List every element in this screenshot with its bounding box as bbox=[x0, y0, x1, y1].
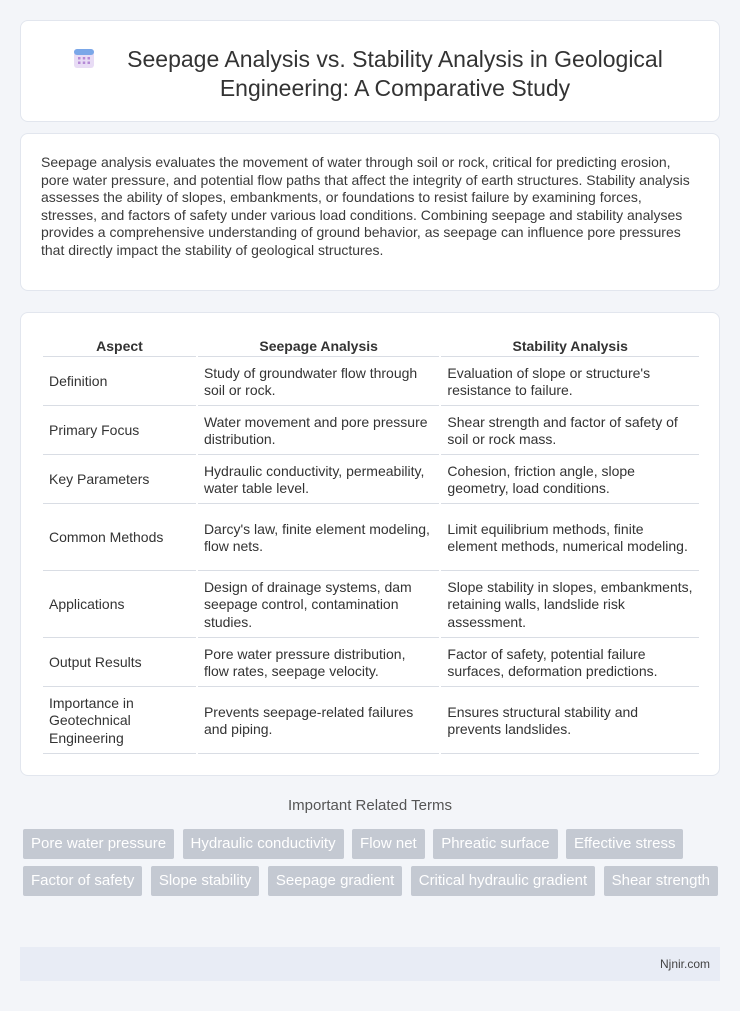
seepage-cell: Prevents seepage-related failures and piping. bbox=[198, 689, 439, 754]
seepage-cell: Water movement and pore pressure distribution. bbox=[198, 408, 439, 455]
term-tag[interactable]: Flow net bbox=[352, 829, 425, 859]
aspect-cell: Key Parameters bbox=[43, 457, 196, 504]
table-row bbox=[43, 573, 699, 638]
footer bbox=[20, 947, 720, 981]
term-tag[interactable]: Seepage gradient bbox=[268, 866, 402, 896]
page-title: Seepage Analysis vs. Stability Analysis in Geological Engineering: A Comparative Study bbox=[127, 46, 663, 101]
seepage-cell: Study of groundwater flow through soil or rock. bbox=[198, 359, 439, 406]
related-terms-title: Important Related Terms bbox=[288, 797, 452, 814]
stability-cell: Cohesion, friction angle, slope geometry, load conditions. bbox=[441, 457, 699, 504]
intro-paragraph: Seepage analysis evaluates the movement of water through soil or rock, critical for predicting erosion, pore water pressure, and potential flow paths that affect the integrity of earth structures. Stability analysis assesses the ability of slopes, embankments, or foundations to resist failure by examining forces, stresses, and factors of safety under various load conditions. Combining seepage and stability analyses provides a comprehensive understanding of ground behavior, as seepage can influence pore pressures that directly impact the stability of geological structures. bbox=[41, 154, 690, 258]
stability-cell: Slope stability in slopes, embankments, retaining walls, landslide risk assessment. bbox=[441, 573, 699, 638]
aspect-cell: Definition bbox=[43, 359, 196, 406]
aspect-cell: Primary Focus bbox=[43, 408, 196, 455]
seepage-cell: Darcy's law, finite element modeling, flow nets. bbox=[198, 506, 439, 571]
footer-site-link[interactable]: Njnir.com bbox=[659, 957, 710, 971]
aspect-cell: Common Methods bbox=[43, 506, 196, 571]
header-seepage: Seepage Analysis bbox=[198, 335, 439, 357]
term-tag[interactable]: Factor of safety bbox=[23, 866, 142, 896]
term-tag[interactable]: Hydraulic conductivity bbox=[183, 829, 344, 859]
term-tag[interactable]: Slope stability bbox=[151, 866, 260, 896]
aspect-cell: Applications bbox=[43, 573, 196, 638]
seepage-cell: Hydraulic conductivity, permeability, water table level. bbox=[198, 457, 439, 504]
term-tag[interactable]: Phreatic surface bbox=[433, 829, 557, 859]
header-stability: Stability Analysis bbox=[441, 335, 699, 357]
term-tag[interactable]: Critical hydraulic gradient bbox=[411, 866, 595, 896]
header-aspect: Aspect bbox=[43, 335, 196, 357]
term-tag[interactable]: Effective stress bbox=[566, 829, 683, 859]
related-terms-list bbox=[23, 829, 723, 903]
seepage-cell: Pore water pressure distribution, flow rates, seepage velocity. bbox=[198, 640, 439, 687]
stability-cell: Ensures structural stability and prevents landslides. bbox=[441, 689, 699, 754]
table-row bbox=[43, 408, 699, 455]
stability-cell: Evaluation of slope or structure's resistance to failure. bbox=[441, 359, 699, 406]
comparison-card bbox=[20, 312, 720, 776]
term-tag[interactable]: Shear strength bbox=[604, 866, 718, 896]
comparison-table bbox=[41, 333, 701, 756]
term-tag[interactable]: Pore water pressure bbox=[23, 829, 174, 859]
title-card bbox=[20, 20, 720, 122]
table-row bbox=[43, 359, 699, 406]
stability-cell: Limit equilibrium methods, finite element methods, numerical modeling. bbox=[441, 506, 699, 571]
table-row bbox=[43, 689, 699, 754]
aspect-cell: Output Results bbox=[43, 640, 196, 687]
intro-card bbox=[20, 133, 720, 291]
table-row bbox=[43, 457, 699, 504]
table-row bbox=[43, 640, 699, 687]
stability-cell: Shear strength and factor of safety of soil or rock mass. bbox=[441, 408, 699, 455]
seepage-cell: Design of drainage systems, dam seepage control, contamination studies. bbox=[198, 573, 439, 638]
table-header-row bbox=[43, 335, 699, 357]
aspect-cell: Importance in Geotechnical Engineering bbox=[43, 689, 196, 754]
table-row bbox=[43, 506, 699, 571]
stability-cell: Factor of safety, potential failure surfaces, deformation predictions. bbox=[441, 640, 699, 687]
